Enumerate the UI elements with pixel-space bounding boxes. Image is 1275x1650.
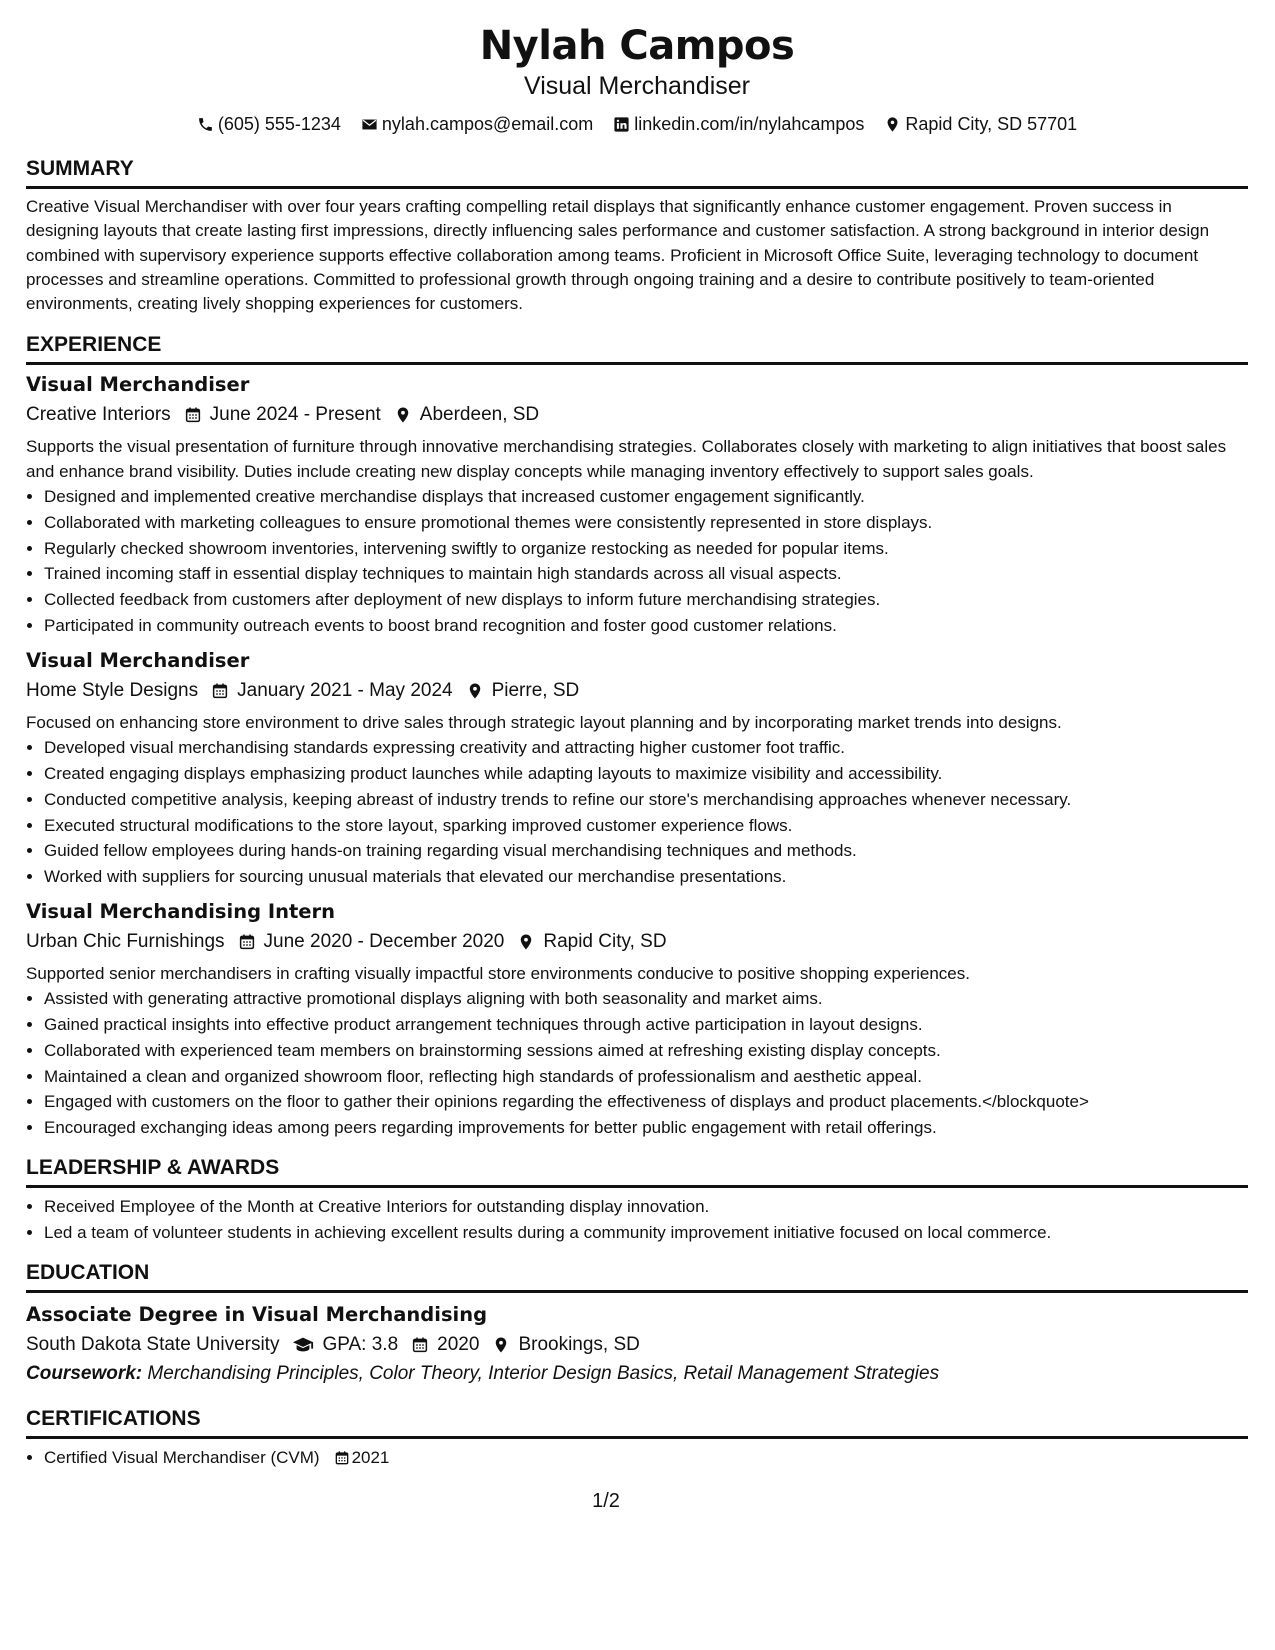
section-heading-experience: EXPERIENCE — [26, 332, 1248, 365]
education-section — [26, 1260, 1248, 1388]
job-meta — [26, 401, 1248, 429]
bullet-item: • Participated in community outreach events to boost brand recognition and foster good customer relations. — [44, 613, 1248, 639]
job-meta — [26, 928, 1248, 956]
phone-icon — [197, 116, 214, 133]
calendar-icon — [211, 682, 229, 700]
bullet-item: • Created engaging displays emphasizing product launches while adapting layouts to maximize visibility and accessibility. — [44, 761, 1248, 787]
school-name: South Dakota State University — [26, 1333, 280, 1355]
resume-page — [26, 22, 1248, 1470]
map-pin-icon — [492, 1336, 510, 1354]
school-location: Brookings, SD — [518, 1333, 640, 1355]
calendar-icon — [184, 406, 202, 424]
bullet-item: • Assisted with generating attractive promotional displays aligning with both seasonality and market aims. — [44, 986, 1248, 1012]
job-description: Supported senior merchandisers in crafting visually impactful store environments conducive to positive shopping experiences. — [26, 963, 970, 983]
job-company: Home Style Designs — [26, 679, 199, 701]
calendar-icon — [411, 1336, 429, 1354]
contact-phone — [197, 112, 341, 136]
bullet-item: • Designed and implemented creative merchandise displays that increased customer engagement significantly. — [44, 484, 1248, 510]
bullet-item: • Collaborated with marketing colleagues to ensure promotional themes were consistently represented in store displays. — [44, 510, 1248, 536]
bullet-item: • Worked with suppliers for sourcing unusual materials that elevated our merchandise presentations. — [44, 864, 1248, 890]
job-dates: June 2020 - December 2020 — [263, 930, 505, 952]
job-description: Focused on enhancing store environment to drive sales through strategic layout planning and by incorporating market trends into designs. — [26, 712, 1062, 732]
job-location: Rapid City, SD — [543, 930, 667, 952]
linkedin-icon — [613, 116, 630, 133]
bullet-item: • Executed structural modifications to the store layout, sparking improved customer experience flows. — [44, 813, 1248, 839]
job-bullets — [26, 484, 1248, 639]
bullet-item: • Collected feedback from customers after deployment of new displays to inform future merchandising strategies. — [44, 587, 1248, 613]
bullet-item: • Encouraged exchanging ideas among peers regarding improvements for better public engagement with retail offerings. — [44, 1115, 1248, 1141]
map-pin-icon — [517, 933, 535, 951]
bullet-item: • Engaged with customers on the floor to gather their opinions regarding the effectiveness of displays and product placements.</blockquote> — [44, 1089, 1248, 1115]
section-heading-education: EDUCATION — [26, 1260, 1248, 1293]
certification-list — [26, 1445, 1248, 1471]
bullet-item: • Regularly checked showroom inventories, intervening swiftly to organize restocking as needed for popular items. — [44, 536, 1248, 562]
job-company: Urban Chic Furnishings — [26, 930, 225, 952]
map-pin-icon — [394, 406, 412, 424]
bullet-item: • Collaborated with experienced team members on brainstorming sessions aimed at refreshing existing display concepts. — [44, 1038, 1248, 1064]
email-text: nylah.campos@email.com — [381, 114, 594, 134]
coursework-label: Coursework: — [26, 1362, 143, 1384]
bullet-item: • Received Employee of the Month at Creative Interiors for outstanding display innovation. — [44, 1194, 1248, 1220]
job-title: Visual Merchandising Intern — [26, 899, 336, 923]
job-entry — [26, 898, 1248, 1141]
candidate-name: Nylah Campos — [479, 23, 795, 69]
contact-location — [884, 112, 1077, 136]
calendar-icon — [334, 1450, 350, 1466]
leadership-bullets — [26, 1194, 1248, 1246]
job-dates: June 2024 - Present — [209, 404, 381, 426]
certification-year: 2021 — [351, 1447, 390, 1467]
bullet-item: • Conducted competitive analysis, keeping abreast of industry trends to refine our store's merchandising approaches whenever necessary. — [44, 787, 1248, 813]
job-meta — [26, 677, 1248, 705]
job-bullets — [26, 735, 1248, 890]
job-location: Pierre, SD — [491, 679, 580, 701]
phone-text: (605) 555-1234 — [217, 114, 341, 134]
job-description: Supports the visual presentation of furniture through innovative merchandising strategies. Collaborates closely with marketing to align initiatives that boost sales and enhance brand visibility. Duties include creating new display concepts while managing inventory effectively to support sales goals. — [26, 437, 1227, 481]
contact-linkedin[interactable] — [613, 112, 864, 136]
map-pin-icon — [884, 116, 901, 133]
summary-text: Creative Visual Merchandiser with over four years crafting compelling retail displays that significantly enhance customer engagement. Proven success in designing layouts that create lasting first impressions, directly influencing sales performance and customer satisfaction. A strong background in interior design combined with supervisory experience supports effective collaboration among teams. Proficient in Microsoft Office Suite, leveraging technology to document processes and streamline operations. Committed to professional growth through ongoing training and a desire to contribute positively to team-oriented environments, creating lively shopping experiences for customers. — [26, 197, 1210, 314]
bullet-item: • Maintained a clean and organized showroom floor, reflecting high standards of professionalism and aesthetic appeal. — [44, 1064, 1248, 1090]
experience-section — [26, 332, 1248, 1141]
bullet-item: • Led a team of volunteer students in achieving excellent results during a community improvement initiative focused on local commerce. — [44, 1220, 1248, 1246]
bullet-item: • Guided fellow employees during hands-on training regarding visual merchandising techniques and methods. — [44, 838, 1248, 864]
certification-line — [44, 1445, 389, 1471]
job-dates: January 2021 - May 2024 — [237, 679, 453, 701]
location-text: Rapid City, SD 57701 — [905, 114, 1078, 134]
linkedin-text: linkedin.com/in/nylahcampos — [634, 114, 865, 134]
summary-section — [26, 156, 1248, 316]
page-number: 1/2 — [592, 1490, 620, 1512]
degree-title: Associate Degree in Visual Merchandising — [26, 1302, 488, 1326]
job-entry — [26, 647, 1248, 890]
job-entry — [26, 371, 1248, 638]
contact-email[interactable] — [361, 112, 593, 136]
section-heading-summary: SUMMARY — [26, 156, 1248, 189]
job-bullets — [26, 986, 1248, 1141]
graduation-cap-icon — [292, 1334, 314, 1356]
resume-header — [26, 22, 1248, 136]
gpa: GPA: 3.8 — [322, 1333, 399, 1355]
bullet-item: • Gained practical insights into effective product arrangement techniques through active participation in layout designs. — [44, 1012, 1248, 1038]
section-heading-leadership: LEADERSHIP & AWARDS — [26, 1155, 1248, 1188]
job-title: Visual Merchandiser — [26, 648, 250, 672]
job-company: Creative Interiors — [26, 404, 171, 426]
section-heading-certifications: CERTIFICATIONS — [26, 1406, 1248, 1439]
certification-name: • Certified Visual Merchandiser (CVM) — [44, 1447, 320, 1467]
coursework-list: Merchandising Principles, Color Theory, Interior Design Basics, Retail Management Strategies — [147, 1362, 940, 1384]
certification-item — [44, 1445, 1248, 1471]
certifications-section — [26, 1406, 1248, 1471]
candidate-title: Visual Merchandiser — [523, 72, 751, 100]
calendar-icon — [238, 933, 256, 951]
map-pin-icon — [466, 682, 484, 700]
contact-info — [26, 112, 1248, 136]
education-meta — [26, 1331, 1248, 1359]
bullet-item: • Trained incoming staff in essential display techniques to maintain high standards across all visual aspects. — [44, 561, 1248, 587]
graduation-year: 2020 — [437, 1333, 480, 1355]
coursework — [26, 1360, 1248, 1388]
job-location: Aberdeen, SD — [419, 404, 540, 426]
bullet-item: • Developed visual merchandising standards expressing creativity and attracting higher customer foot traffic. — [44, 735, 1248, 761]
job-title: Visual Merchandiser — [26, 373, 250, 397]
envelope-icon — [361, 116, 378, 133]
leadership-section — [26, 1155, 1248, 1246]
